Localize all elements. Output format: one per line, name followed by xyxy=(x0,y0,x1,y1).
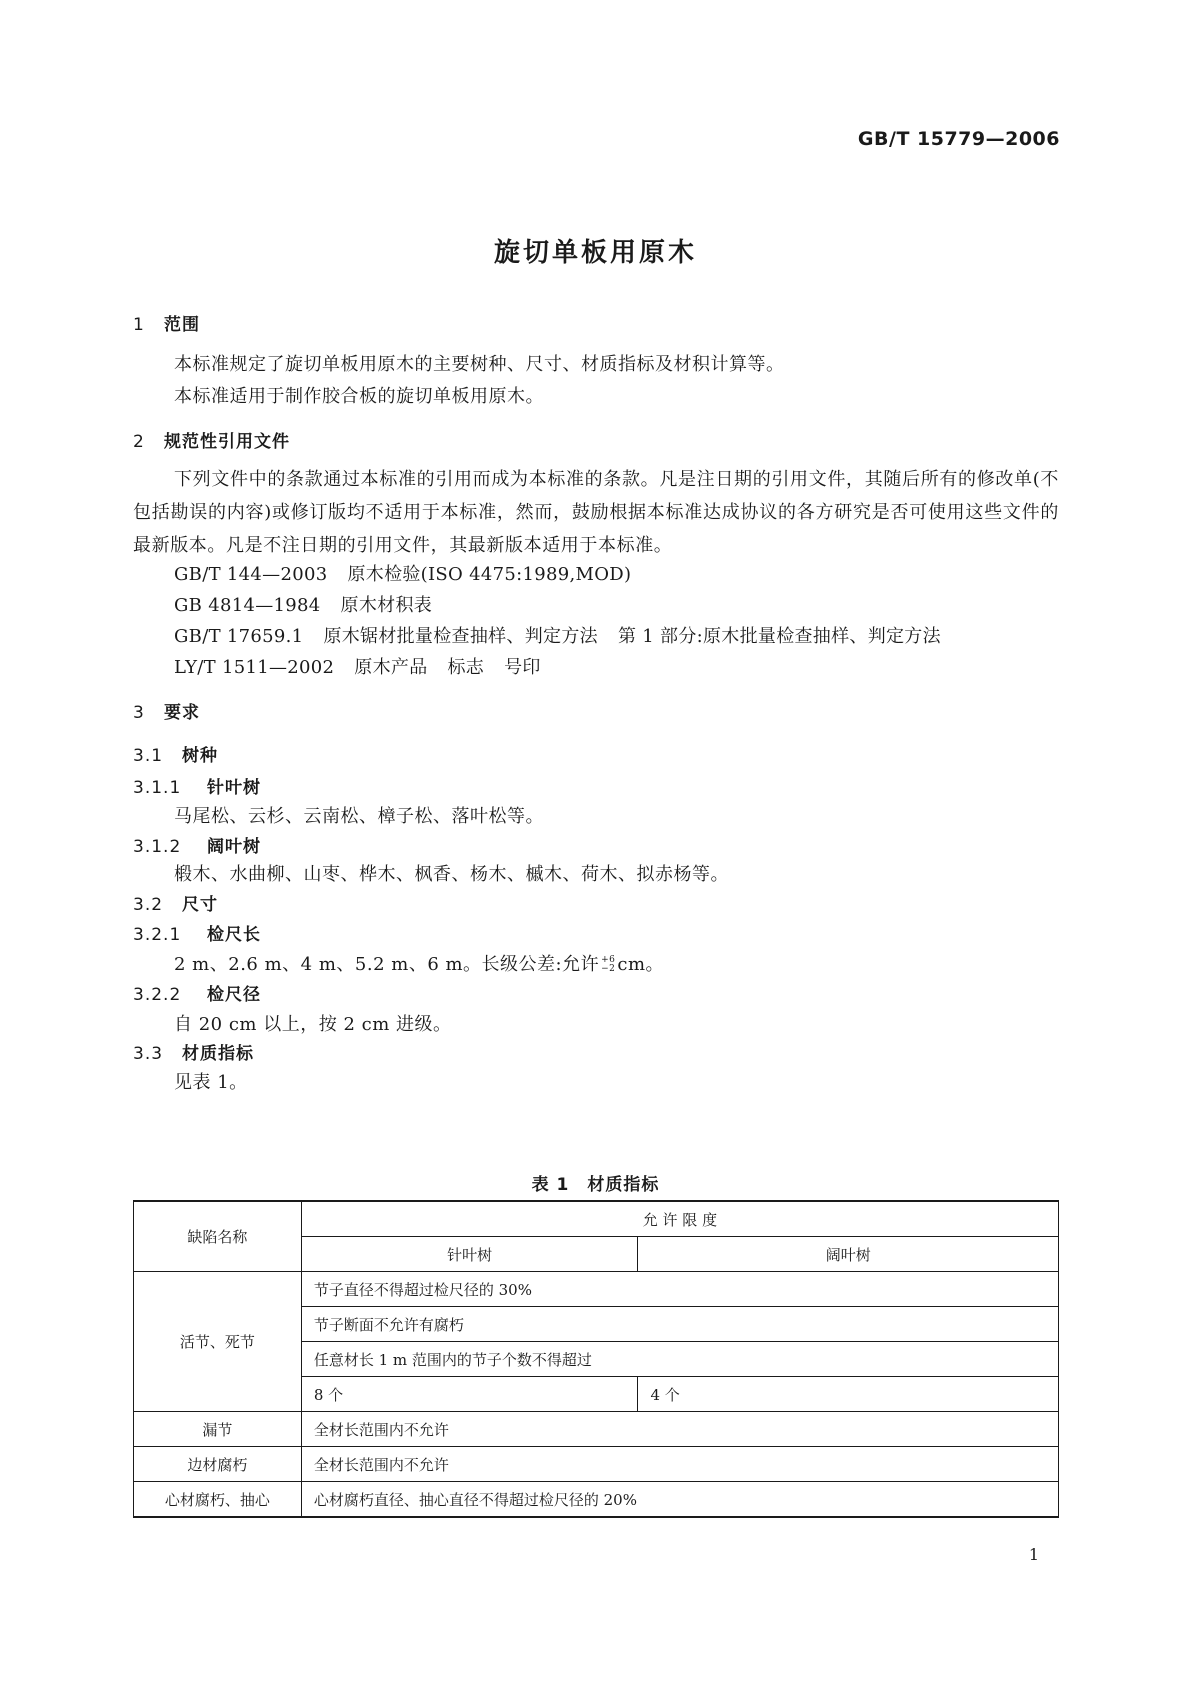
standard-number: GB/T 15779—2006 xyxy=(857,128,1060,150)
reference-title-3: 号印 xyxy=(504,657,541,678)
table-cell: 全材长范围内不允许 xyxy=(301,1412,1058,1447)
section-number: 3.2.1 xyxy=(133,925,182,945)
reference-code: LY/T 1511—2002 xyxy=(174,657,335,678)
reference-title: 原木检验(ISO 4475:1989,MOD) xyxy=(347,564,632,585)
section-3-1-1-heading xyxy=(133,773,261,798)
reference-title: 原木锯材批量检查抽样、判定方法 xyxy=(323,626,598,647)
table-row xyxy=(134,1272,1059,1307)
reference-part: 第 1 部分:原木批量检查抽样、判定方法 xyxy=(617,626,941,647)
quality-index-table xyxy=(133,1200,1059,1518)
section-number: 3.1.1 xyxy=(133,778,182,798)
table-row xyxy=(134,1482,1059,1518)
reference-code: GB/T 144—2003 xyxy=(174,564,328,585)
reference-item xyxy=(174,591,432,617)
section-number: 3.2 xyxy=(133,895,164,915)
header-broadleaf: 阔叶树 xyxy=(638,1237,1059,1272)
table-cell: 节子断面不允许有腐朽 xyxy=(301,1307,1058,1342)
defect-knots: 活节、死节 xyxy=(134,1272,302,1412)
section-number: 3.3 xyxy=(133,1044,164,1064)
table-cell: 心材腐朽直径、抽心直径不得超过检尺径的 20% xyxy=(301,1482,1058,1518)
conifer-species: 马尾松、云杉、云南松、樟子松、落叶松等。 xyxy=(174,806,544,827)
broadleaf-species: 椴木、水曲柳、山枣、桦木、枫香、杨木、槭木、荷木、拟赤杨等。 xyxy=(174,864,729,885)
section-1-heading xyxy=(133,310,200,335)
section-title: 尺寸 xyxy=(182,895,218,915)
reference-title-2: 标志 xyxy=(447,657,485,678)
reference-title: 原木产品 xyxy=(354,657,428,678)
section-title: 要求 xyxy=(164,703,200,723)
defect-heart-rot: 心材腐朽、抽心 xyxy=(134,1482,302,1518)
reference-item xyxy=(174,653,541,679)
tolerance-plus: +6 xyxy=(601,955,616,965)
reference-item xyxy=(174,560,631,586)
section-title: 树种 xyxy=(182,746,218,766)
section-title: 检尺径 xyxy=(207,985,261,1005)
table-caption: 表 1 材质指标 xyxy=(531,1175,660,1195)
section-title: 材质指标 xyxy=(182,1044,254,1064)
section-3-1-heading xyxy=(133,741,218,766)
section-3-1-2-heading xyxy=(133,832,261,857)
section-number: 3 xyxy=(133,703,145,723)
table-row xyxy=(134,1412,1059,1447)
reference-code: GB/T 17659.1 xyxy=(174,626,304,647)
table-row xyxy=(134,1447,1059,1482)
defect-leaky-knot: 漏节 xyxy=(134,1412,302,1447)
section-title: 针叶树 xyxy=(207,778,261,798)
length-grades-text: 2 m、2.6 m、4 m、5.2 m、6 m。长级公差:允许 xyxy=(174,954,600,975)
scope-paragraph-2: 本标准适用于制作胶合板的旋切单板用原木。 xyxy=(174,386,544,407)
table-cell: 8 个 xyxy=(301,1377,638,1412)
length-tolerance xyxy=(601,956,615,974)
table-cell: 节子直径不得超过检尺径的 30% xyxy=(301,1272,1058,1307)
section-3-3-heading xyxy=(133,1039,254,1064)
table-header-row xyxy=(134,1201,1059,1237)
table-cell: 任意材长 1 m 范围内的节子个数不得超过 xyxy=(301,1342,1058,1377)
reference-code: GB 4814—1984 xyxy=(174,595,321,616)
tolerance-unit: cm。 xyxy=(617,954,665,975)
header-defect: 缺陷名称 xyxy=(134,1201,302,1272)
diameter-grades: 自 20 cm 以上，按 2 cm 进级。 xyxy=(174,1014,452,1035)
header-tolerance: 允 许 限 度 xyxy=(301,1201,1058,1237)
length-grades xyxy=(174,950,664,976)
section-3-2-heading xyxy=(133,890,218,915)
page-number: 1 xyxy=(1028,1545,1039,1564)
table-cell: 4 个 xyxy=(638,1377,1059,1412)
section-2-heading xyxy=(133,427,290,452)
scope-paragraph-1: 本标准规定了旋切单板用原木的主要树种、尺寸、材质指标及材积计算等。 xyxy=(174,354,785,375)
defect-sap-rot: 边材腐朽 xyxy=(134,1447,302,1482)
header-conifer: 针叶树 xyxy=(301,1237,638,1272)
section-3-heading xyxy=(133,698,200,723)
section-3-2-2-heading xyxy=(133,980,261,1005)
section-title: 阔叶树 xyxy=(207,837,261,857)
references-intro: 下列文件中的条款通过本标准的引用而成为本标准的条款。凡是注日期的引用文件，其随后所有的修改单(不包括勘误的内容)或修订版均不适用于本标准，然而，鼓励根据本标准达成协议的各方研究是否可使用这些文件的最新版本。凡是不注日期的引用文件，其最新版本适用于本标准。 xyxy=(133,469,1059,556)
section-3-2-1-heading xyxy=(133,920,261,945)
reference-title: 原木材积表 xyxy=(340,595,433,616)
section-title: 范围 xyxy=(164,315,200,335)
see-table-note: 见表 1。 xyxy=(174,1072,248,1093)
table-cell: 全材长范围内不允许 xyxy=(301,1447,1058,1482)
section-number: 2 xyxy=(133,432,145,452)
tolerance-minus: −2 xyxy=(601,964,616,974)
reference-item xyxy=(174,622,941,648)
section-title: 规范性引用文件 xyxy=(164,432,290,452)
section-title: 检尺长 xyxy=(207,925,261,945)
section-number: 3.1.2 xyxy=(133,837,182,857)
document-title: 旋切单板用原木 xyxy=(493,238,697,268)
section-number: 3.2.2 xyxy=(133,985,182,1005)
section-number: 3.1 xyxy=(133,746,164,766)
section-number: 1 xyxy=(133,315,145,335)
